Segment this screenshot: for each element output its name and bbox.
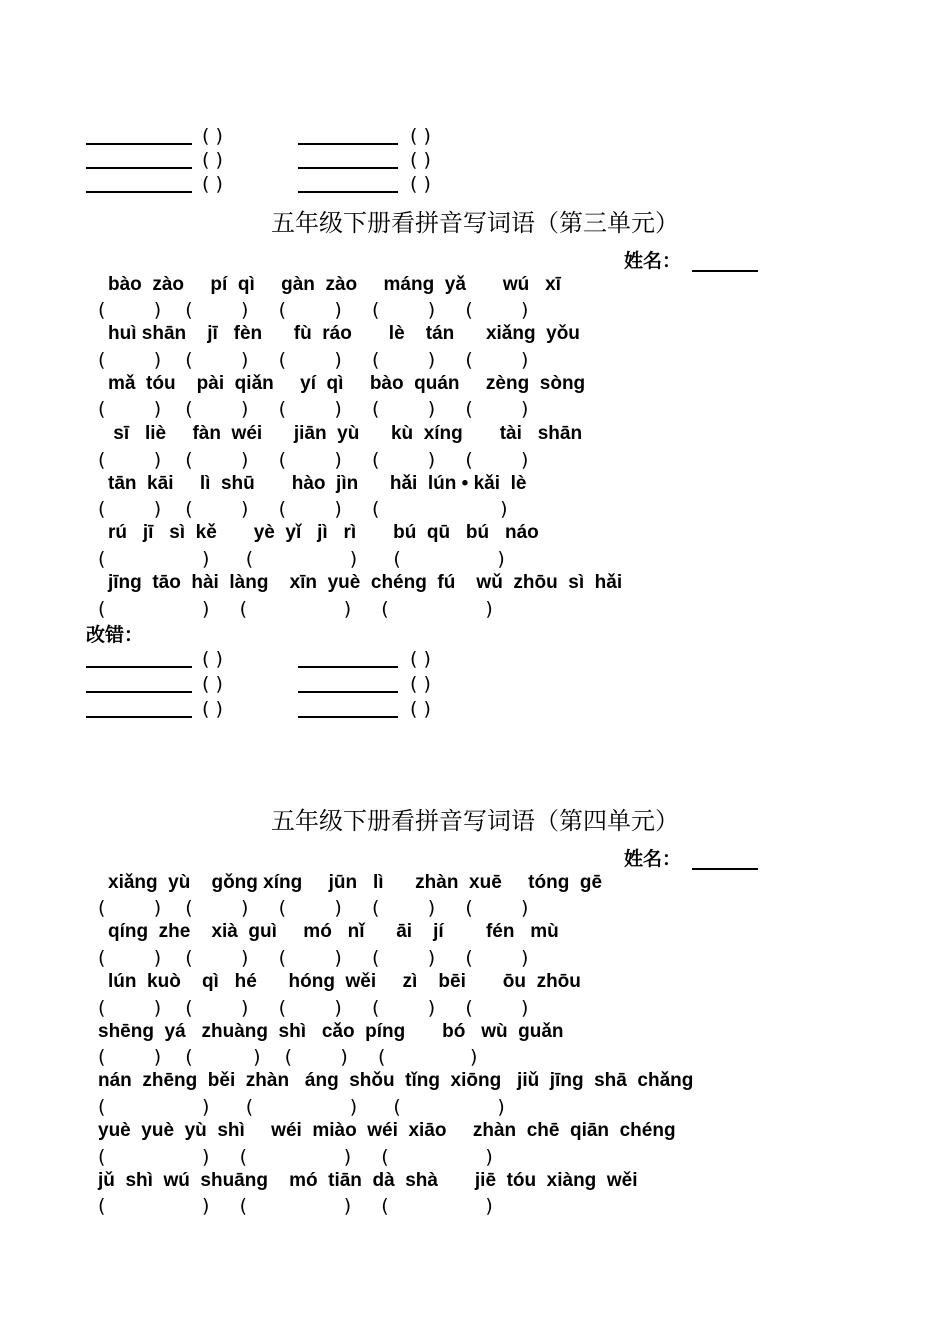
- answer-blank[interactable]: [298, 143, 398, 145]
- answer-paren[interactable]: ( ): [202, 149, 223, 171]
- unit4-pinyin-line-7: jǔ shì wú shuāng mó tiān dà shà jiē tóu xiàng wěi: [98, 1170, 638, 1191]
- unit4-answer-line-3[interactable]: ( ) ( ) ( ) ( ) ( ): [98, 997, 529, 1019]
- answer-blank[interactable]: [86, 167, 192, 169]
- answer-blank[interactable]: [86, 666, 192, 668]
- unit3-title: 五年级下册看拼音写词语（第三单元）: [271, 209, 679, 237]
- unit3-answer-line-6[interactable]: ( ) ( ) ( ): [98, 548, 505, 570]
- unit4-pinyin-line-6: yuè yuè yù shì wéi miào wéi xiāo zhàn chē qiān chéng: [98, 1120, 676, 1141]
- answer-paren[interactable]: ( ): [410, 149, 431, 171]
- unit3-name-blank[interactable]: [692, 270, 758, 272]
- answer-paren[interactable]: ( ): [410, 698, 431, 720]
- unit3-pinyin-line-1: bào zào pí qì gàn zào máng yǎ wú xī: [108, 274, 561, 295]
- answer-blank[interactable]: [298, 716, 398, 718]
- unit3-answer-line-3[interactable]: ( ) ( ) ( ) ( ) ( ): [98, 398, 529, 420]
- answer-paren[interactable]: ( ): [410, 648, 431, 670]
- answer-blank[interactable]: [298, 691, 398, 693]
- answer-paren[interactable]: ( ): [410, 173, 431, 195]
- unit4-pinyin-line-5: nán zhēng běi zhàn áng shǒu tǐng xiōng jiǔ jīng shā chǎng: [98, 1070, 694, 1091]
- unit4-name-blank[interactable]: [692, 868, 758, 870]
- unit3-pinyin-line-5: tān kāi lì shū hào jìn hǎi lún • kǎi lè: [108, 473, 527, 494]
- unit3-answer-line-1[interactable]: ( ) ( ) ( ) ( ) ( ): [98, 299, 529, 321]
- answer-blank[interactable]: [86, 191, 192, 193]
- unit4-pinyin-line-2: qíng zhe xià guì mó nǐ āi jí fén mù: [108, 921, 559, 942]
- unit4-answer-line-1[interactable]: ( ) ( ) ( ) ( ) ( ): [98, 897, 529, 919]
- unit3-answer-line-5[interactable]: ( ) ( ) ( ) ( ): [98, 498, 508, 520]
- unit3-pinyin-line-4: sī liè fàn wéi jiān yù kù xíng tài shān: [108, 423, 583, 444]
- answer-blank[interactable]: [86, 716, 192, 718]
- unit3-correction-row-2: [86, 672, 546, 696]
- answer-blank[interactable]: [298, 167, 398, 169]
- unit4-pinyin-line-1: xiǎng yù gǒng xíng jūn lì zhàn xuē tóng gē: [108, 872, 603, 893]
- top-correction-row-3: [86, 172, 546, 196]
- unit4-name-label: 姓名：: [624, 848, 682, 870]
- unit3-pinyin-line-3: mǎ tóu pài qiǎn yí qì bào quán zèng sòng: [108, 373, 586, 394]
- answer-blank[interactable]: [86, 691, 192, 693]
- unit4-pinyin-line-3: lún kuò qì hé hóng wěi zì bēi ōu zhōu: [108, 971, 581, 992]
- answer-paren[interactable]: ( ): [202, 173, 223, 195]
- answer-paren[interactable]: ( ): [410, 125, 431, 147]
- top-correction-row-2: [86, 148, 546, 172]
- answer-paren[interactable]: ( ): [202, 673, 223, 695]
- unit3-pinyin-line-2: huì shān jī fèn fù ráo lè tán xiǎng yǒu: [108, 323, 580, 344]
- unit3-answer-line-2[interactable]: ( ) ( ) ( ) ( ) ( ): [98, 349, 529, 371]
- answer-blank[interactable]: [298, 666, 398, 668]
- unit4-answer-line-2[interactable]: ( ) ( ) ( ) ( ) ( ): [98, 947, 529, 969]
- unit3-fix-label: 改错：: [86, 624, 144, 646]
- unit4-answer-line-4[interactable]: ( ) ( ) ( ) ( ): [98, 1046, 478, 1068]
- answer-paren[interactable]: ( ): [202, 698, 223, 720]
- unit3-answer-line-7[interactable]: ( ) ( ) ( ): [98, 598, 493, 620]
- answer-paren[interactable]: ( ): [202, 125, 223, 147]
- answer-paren[interactable]: ( ): [410, 673, 431, 695]
- unit3-correction-row-3: [86, 697, 546, 721]
- unit4-pinyin-line-4: shēng yá zhuàng shì cǎo píng bó wù guǎn: [98, 1021, 564, 1042]
- unit4-answer-line-6[interactable]: ( ) ( ) ( ): [98, 1146, 493, 1168]
- top-correction-row-1: [86, 124, 546, 148]
- unit3-pinyin-line-6: rú jī sì kě yè yǐ jì rì bú qū bú náo: [108, 522, 539, 543]
- unit3-name-label: 姓名：: [624, 250, 682, 272]
- unit4-answer-line-5[interactable]: ( ) ( ) ( ): [98, 1096, 505, 1118]
- answer-blank[interactable]: [86, 143, 192, 145]
- answer-paren[interactable]: ( ): [202, 648, 223, 670]
- unit4-title: 五年级下册看拼音写词语（第四单元）: [271, 807, 679, 835]
- unit3-answer-line-4[interactable]: ( ) ( ) ( ) ( ) ( ): [98, 449, 529, 471]
- unit4-answer-line-7[interactable]: ( ) ( ) ( ): [98, 1195, 493, 1217]
- answer-blank[interactable]: [298, 191, 398, 193]
- unit3-correction-row-1: [86, 647, 546, 671]
- unit3-pinyin-line-7: jīng tāo hài làng xīn yuè chéng fú wǔ zhōu sì hǎi: [108, 572, 623, 593]
